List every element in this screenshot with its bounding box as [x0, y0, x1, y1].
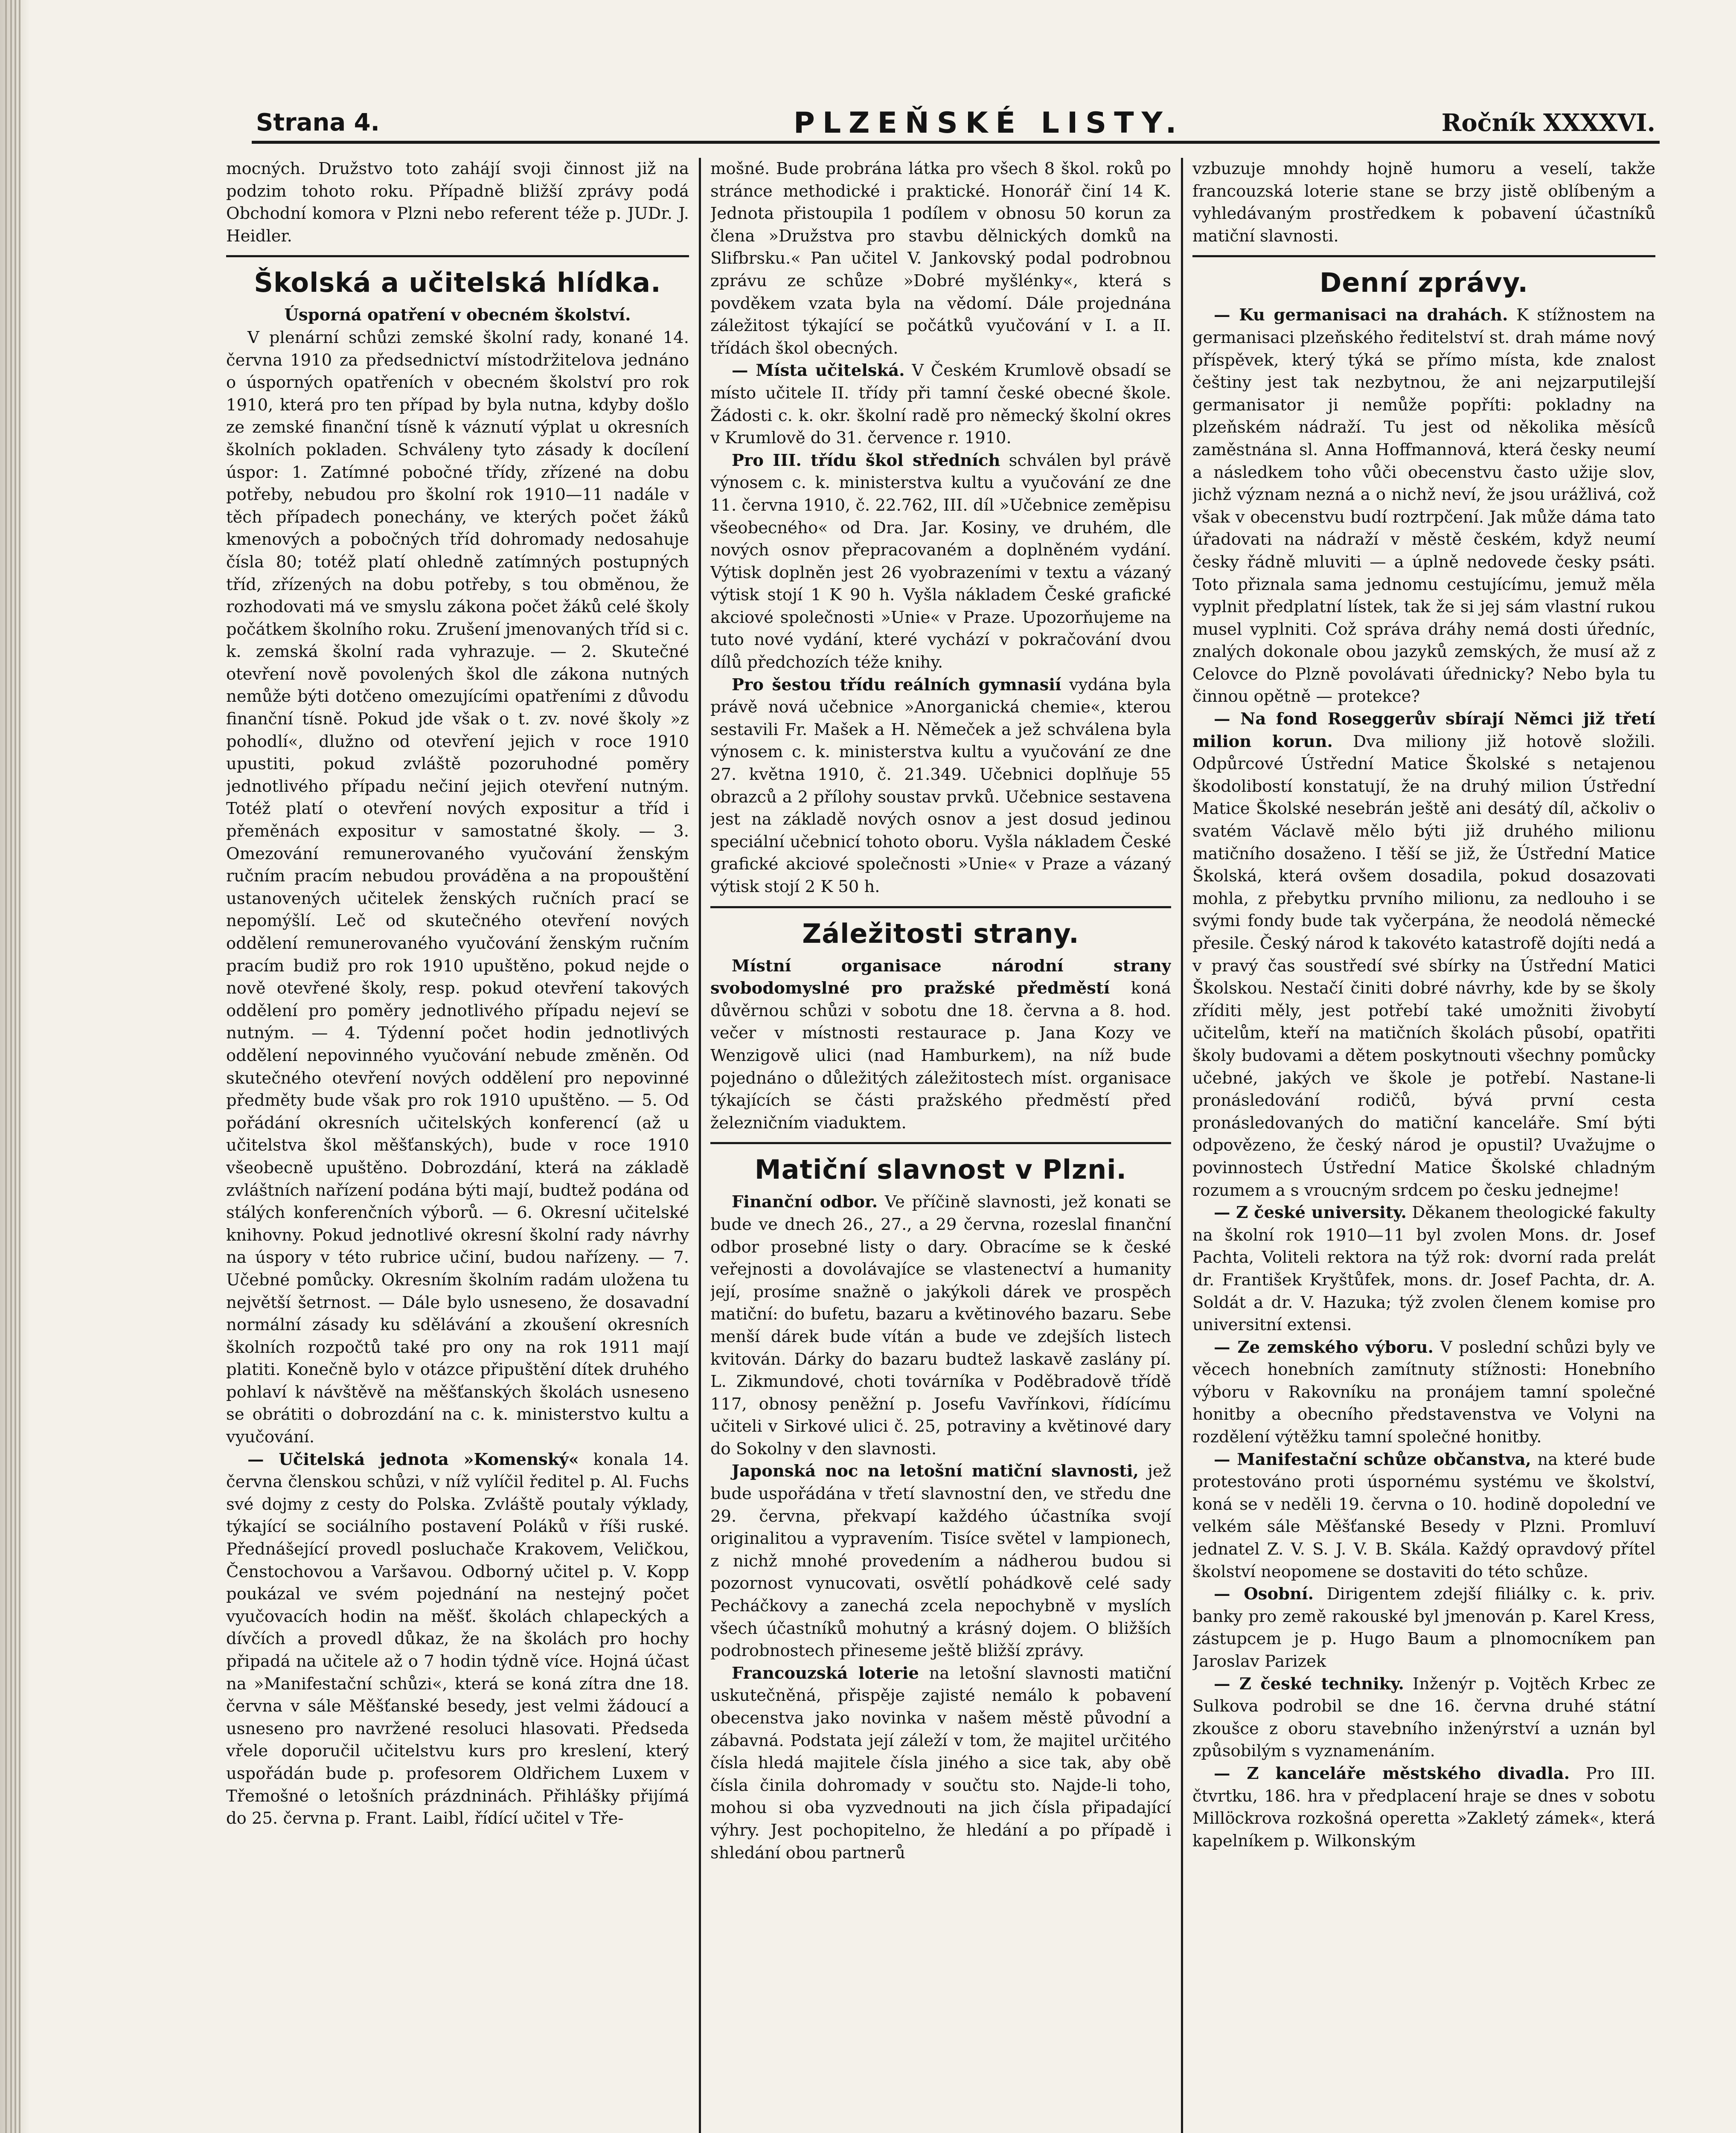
page-number: Strana 4.	[256, 109, 380, 137]
article-paragraph	[1192, 1202, 1655, 1337]
article-lead: — Místa učitelská.	[732, 361, 905, 381]
article-lead: Pro šestou třídu reálních gymnasií	[732, 675, 1061, 695]
article-paragraph	[1192, 1337, 1655, 1449]
article-paragraph	[1192, 1449, 1655, 1584]
article-lead: — Z české university.	[1214, 1203, 1407, 1223]
section-rule	[1192, 255, 1655, 257]
article-continuation: vzbuzuje mnohdy hojně humoru a veselí, takže francouzská loterie stane se brzy jistě oblíbeným a vyhledávaným prostředkem k pobavení účastníků matiční slavnosti.	[1192, 159, 1655, 246]
article-continuation: mocných. Družstvo toto zahájí svoji činnost již na podzim tohoto roku. Případně bližší zprávy podá Obchodní komora v Plzni nebo referent téže p. JUDr. J. Heidler.	[226, 159, 689, 246]
article-lead: — Z české techniky.	[1214, 1674, 1404, 1694]
article-paragraph	[710, 360, 1171, 449]
column-3	[1192, 158, 1655, 2133]
article-body: Dirigentem zdejší filiálky c. k. priv. banky pro země rakouské byl jmenován p. Karel Kress, zástupcem je p. Hugo Baum a plnomocníkem pan Jaroslav Parizek	[1192, 1584, 1655, 1671]
section-rule	[710, 906, 1171, 908]
column-divider	[1181, 158, 1183, 2133]
section-heading-party: Záležitosti strany.	[802, 918, 1079, 949]
page-binding-edge	[0, 0, 30, 2133]
masthead-title: PLZEŇSKÉ LISTY.	[794, 106, 1184, 140]
article-paragraph	[1192, 1583, 1655, 1673]
article-paragraph	[226, 1449, 689, 1830]
column-1	[226, 158, 689, 2133]
article-lead: Francouzská loterie	[732, 1663, 919, 1683]
column-divider	[699, 158, 701, 2133]
article-paragraph	[1192, 304, 1655, 708]
article-lead: — Ze zemského výboru.	[1214, 1337, 1434, 1357]
article-lead: Pro III. třídu škol středních	[732, 450, 1000, 470]
section-rule	[710, 1142, 1171, 1144]
article-lead: Japonská noc na letošní matiční slavnosti,	[732, 1462, 1139, 1481]
article-subheading: Úsporná opatření v obecném školství.	[284, 305, 631, 325]
header-rule	[252, 141, 1660, 144]
article-lead: — Z kanceláře městského divadla.	[1214, 1764, 1570, 1783]
article-paragraph	[710, 955, 1171, 1135]
binding-line	[15, 0, 16, 2133]
article-lead: Finanční odbor.	[732, 1192, 878, 1212]
article-body: jež bude uspořádána v třetí slavnostní den, ve středu dne 29. června, překvapí každého účastníka svojí originalitou a vypravením. Tisíce světel v lampionech, z nichž mnohé provedením a nádherou budou si pozornost vynucovati, osvětlí pohádkově celé sady Pecháčkovy a zanechá zcela nepochybně v myslích všech účastníků mohutný a krásný dojem. O bližších podrobnostech přineseme ještě bližší zprávy.	[710, 1462, 1171, 1661]
article-continuation: mošné. Bude probrána látka pro všech 8 škol. roků po stránce methodické i praktické. Honorář činí 14 K. Jednota přistoupila 1 podílem v obnosu 50 korun za člena »Družstva pro stavbu dělnických domků na Slifbrsku.« Pan učitel V. Jankovský podal podrobnou zprávu ze schůze »Dobré myšlénky«, která s povděkem vzata byla na vědomí. Dále projednána záležitost týkající se počátků vyučování v I. a II. třídách škol obecných.	[710, 159, 1171, 358]
binding-line	[19, 0, 20, 2133]
article-paragraph	[710, 1662, 1171, 1864]
article-body: Dva miliony již hotově složili. Odpůrcové Ústřední Matice Školské s netajenou škodolibostí konstatují, že na druhý milion Ústřední Matice Školské nesebrán ještě ani desátý díl, ačkoliv o svatém Václavě mělo býti již druhého milionu matičního dosaženo. I těší se již, že Ústřední Matice Školská, která ovšem dosadila, pokud dosazovati mohla, z přebytku prvního milionu, za nedlouho i se svými fondy bude tak vyčerpána, že neodolá německé přesile. Český národ k takovéto katastrofě dojíti nedá a v pravý čas soustředí své sbírky na Ústřední Matici Školskou. Nestačí činiti dobré návrhy, kde by se školy zříditi měly, jest potřebí také umožniti živobytí učitelům, kteří na matičních školách působí, opatřiti školy budovami a dětem poskytnouti všechny pomůcky učebné, jakých ve škole je potřebí. Nastane-li pronásledování rodičů, bývá první cesta pronásledovaných do matiční kanceláře. Smí býti odpovězeno, že český národ je opustil? Uvažujme o povinnostech Ústřední Matice Školské chladným rozumem a s vroucným srdcem po česku jednejme!	[1192, 732, 1655, 1200]
section-heading-matice: Matiční slavnost v Plzni.	[754, 1154, 1127, 1186]
article-paragraph	[710, 674, 1171, 898]
section-heading-daily-news: Denní zprávy.	[1319, 267, 1529, 299]
article-body: schválen byl právě výnosem c. k. ministerstva kultu a vyučování ze dne 11. června 1910, č. 22.762, III. díl »Učebnice zeměpisu všeobecného« od Dra. Jar. Kosiny, ve druhém, dle nových osnov přepracovaném a doplněném vydání. Výtisk doplněn jest 26 vyobrazeními v textu a vázaný výtisk stojí 1 K 90 h. Vyšla nákladem České grafické akciové společnosti »Unie« v Praze. Upozorňujeme na tuto nové vydání, které vychází v pokračování dvou dílů předchozích téže knihy.	[710, 450, 1171, 672]
article-paragraph	[1192, 708, 1655, 1202]
article-body: koná důvěrnou schůzi v sobotu dne 18. června a 8. hod. večer v místnosti restaurace p. Jana Kozy ve Wenzigově ulici (nad Hamburkem), na níž bude pojednáno o důležitých záležitostech míst. organisace týkajících se části pražského předměstí před železničním viaduktem.	[710, 979, 1171, 1133]
article-lead: Místní organisace národní strany svobodomyslné pro pražské předměstí	[710, 956, 1171, 998]
article-paragraph	[1192, 1673, 1655, 1763]
article-body: konala 14. června členskou schůzi, v níž vylíčil ředitel p. Al. Fuchs své dojmy z cesty do Polska. Zvláště poutaly výklady, týkající se sociálního postavení Poláků v říši ruské. Přednášející provedl posluchače Krakovem, Veličkou, Čenstochovou a Varšavou. Odborný učitel p. V. Kopp poukázal ve svém pojednání na nestejný počet vyučovacích hodin na měšť. školách chlapeckých a dívčích a provedl důkaz, že na školách pro hochy připadá na učitele až o 7 hodin týdně více. Hojná účast na »Manifestační schůzi«, která se koná zítra dne 18. června v sále Měšťanské besedy, jest velmi žádoucí a usneseno pro navržené resoluci hlasovati. Předseda vřele doporučil učitelstvu kurs pro kreslení, který uspořádán bude p. profesorem Oldřichem Luxem v Třemošné o letošních prázdninách. Přihlášky přijímá do 25. června p. Frant. Laibl, řídící učitel v Tře-	[226, 1450, 689, 1828]
article-body: na které bude protestováno proti úspornému systému ve školství, koná se v neděli 19. června o 10. hodině dopolední ve velkém sále Měšťanské Besedy v Plzni. Promluví jednatel Z. V. S. J. V. B. Skála. Každý opravdový přítel školství neopomene se dostaviti do této schůze.	[1192, 1450, 1655, 1581]
column-2	[710, 158, 1171, 2133]
article-lead: — Osobní.	[1214, 1584, 1314, 1604]
article-body: Inženýr p. Vojtěch Krbec ze Sulkova podrobil se dne 16. června druhé státní zkoušce z oboru stavebního inženýrství a uznán byl způsobilým s vyznamenáním.	[1192, 1674, 1655, 1761]
article-body: Pro III. čtvrtku, 186. hra v předplacení hraje se dnes v sobotu Millöckrova rozkošná operetta »Zakletý zámek«, která kapelníkem p. Wilkonským	[1192, 1764, 1655, 1851]
article-lead: — Manifestační schůze občanstva,	[1214, 1450, 1531, 1469]
article-paragraph	[710, 1191, 1171, 1460]
article-paragraph	[710, 450, 1171, 674]
article-body: K stížnostem na germanisaci plzeňského ředitelství st. drah máme nový příspěvek, který týká se přímo místa, kde znalost češtiny jest tak nezbytnou, že ani nejzarputilejší germanisator ji nemůže popříti: pokladny na plzeňském nádraží. Tu jest od několika měsíců zaměstnána sl. Anna Hoffmannová, která česky neumí a následkem toho vůči obecenstvu často užije slov, jichž význam nezná a o nichž neví, že jsou urážlivá, což však v obecenstvu budí roztrpčení. Jak může dáma tato úřadovati na nádraží v městě českém, když neumí česky řádně mluviti — a úplně nedovede česky psáti. Toto přiznala sama jednomu cestujícímu, jemuž měla vyplnit předplatní lístek, tak že si jej sám vlastní rukou musel vyplniti. Což správa dráhy nemá dosti úředníc, znalých dokonale obou jazyků zemských, že musí až z Celovce do Plzně povolávati úřednicky? Nebo byla tu činnou opětně — protekce?	[1192, 305, 1655, 706]
article-paragraph	[710, 1460, 1171, 1662]
article-body: Děkanem theologické fakulty na školní rok 1910—11 byl zvolen Mons. dr. Josef Pachta, Voliteli rektora na týž rok: dvorní rada prelát dr. František Kryštůfek, mons. dr. Josef Pachta, dr. A. Soldát a dr. V. Hazuka; týž zvolen členem komise pro universitní extensi.	[1192, 1203, 1655, 1335]
binding-line	[10, 0, 12, 2133]
article-body: Ve příčině slavnosti, jež konati se bude ve dnech 26., 27., a 29 června, rozeslal finanční odbor prosebné listy o dary. Obracíme se k české veřejnosti a dovolávajíce se vlastenectví a humanity její, prosíme snažně o jakýkoli dárek ve prospěch matiční: do bufetu, bazaru a květinového bazaru. Sebe menší dárek bude vítán a bude ve zdejších listech kvitován. Dárky do bazaru budtež laskavě zaslány pí. L. Zikmundové, choti továrníka v Poděbradově třídě 117, obnosy peněžní p. Josefu Vavřínkovi, řídícímu učiteli v Sirkové ulici č. 25, potraviny a květinové dary do Sokolny v den slavnosti.	[710, 1192, 1171, 1459]
article-body: vydána byla právě nová učebnice »Anorganická chemie«, kterou sestavili Fr. Mašek a H. Němeček a jež schválena byla výnosem c. k. ministerstva kultu a vyučování ze dne 27. května 1910, č. 21.349. Učebnici doplňuje 55 obrazců a 2 přílohy soustav prvků. Učebnice sestavena jest na základě nových osnov a jest dosud jedinou speciální učebnicí tohoto oboru. Vyšla nákladem České grafické akciové společnosti »Unie« v Praze a vázaný výtisk stojí 2 K 50 h.	[710, 675, 1171, 896]
section-heading-school: Školská a učitelská hlídka.	[254, 267, 661, 299]
article-lead: — Ku germanisaci na drahách.	[1214, 305, 1508, 325]
section-rule	[226, 255, 689, 257]
article-paragraph	[1192, 1763, 1655, 1852]
article-body: na letošní slavnosti matiční uskutečněná, přispěje zajisté nemálo k pobavení obecenstva jako novinka v našem městě původní a zábavná. Podstata její záleží v tom, že majitel určitého čísla hledá majitele čísla jiného a sice tak, aby obě čísla činila dohromady v součtu sto. Najde-li toho, mohou si oba vyzvednouti na jich čísla připadající výhry. Jest pochopitelno, že hledání a po případě i shledání obou partnerů	[710, 1663, 1171, 1863]
article-body: V plenární schůzi zemské školní rady, konané 14. června 1910 za předsednictví místodržitelova jednáno o úsporných opatřeních v obecném školství pro rok 1910, která pro ten případ by byla nutna, kdyby došlo ze zemské finanční tísně k váznutí výplat u okresních školních pokladen. Schváleny tyto zásady k docílení úspor: 1. Zatímné pobočné třídy, zřízené na dobu potřeby, nebudou pro školní rok 1910—11 nadále v těch případech ponechány, ve kterých počet žáků kmenových a pobočných tříd dohromady nedosahuje čísla 80; totéž platí ohledně zatímných postupných tříd, zřízených na dobu potřeby, s tou obměnou, že rozhodovati má ve smyslu zákona počet žáků celé školy počátkem školního roku. Zrušení jmenovaných tříd si c. k. zemská školní rada vyhrazuje. — 2. Skutečné otevření nově povolených škol dle zákona nutných nemůže býti dotčeno omezujícími opatřeními z důvodu finanční tísně. Pokud jde však o t. zv. nové školy »z pohodlí«, dlužno od otevření jejich v roce 1910 upustiti, pokud zvláště pozoruhodné poměry jednotlivého případu nečiní jejich otevření nutným. Totéž platí o otevření nových expositur a tříd i přeměnách expositur v samostatné školy. — 3. Omezování remunerovaného vyučování ženským ručním pracím nebudou prováděna a na propouštění ustanovených učitelek ženských ručních prací se nepomýšlí. Leč od skutečného otevření nových oddělení remunerovaného vyučování ženským ručním pracím budiž pro rok 1910 upuštěno, pokud nejde o nově otevřené školy, resp. pokud otevření takových oddělení pro poměry jednotlivého případu nejeví se nutným. — 4. Týdenní počet hodin jednotlivých oddělení nepovinného vyučování nebude změněn. Od skutečného otevření nových oddělení pro nepovinné předměty bude však pro rok 1910 upuštěno. — 5. Od pořádání okresních učitelských konferencí (až u učitelstva škol měšťanských), bude v roce 1910 všeobecně upuštěno. Dobrozdání, která na základě zvláštních nařízení podána býti mají, budtež podána od stálých konferenčních výborů. — 6. Okresní učitelské knihovny. Pokud jednotlivé okresní školní rady návrhy na úspory v této rubrice učiní, budou nařízeny. — 7. Učebné pomůcky. Okresním školním radám uložena tu největší šetrnost. — Dále bylo usneseno, že dosavadní normální zásady ku sdělávání a zkoušení okresních školních rozpočtů také pro ony na rok 1911 mají platiti. Konečně bylo v otázce připuštění dítek druhého pohlaví k návštěvě na měšťanských školách usneseno se obrátiti o dobrozdání na c. k. ministerstvo kultu a vyučování.	[226, 328, 689, 1447]
article-lead: — Na fond Roseggerův sbírají Němci již třetí milion korun.	[1192, 709, 1655, 751]
volume-label: Ročník XXXXVI.	[1441, 109, 1655, 137]
article-body: V Českém Krumlově obsadí se místo učitele II. třídy při tamní české obecné škole. Žádosti c. k. okr. školní radě pro německý školní okres v Krumlově do 31. července r. 1910.	[710, 361, 1171, 448]
article-body: V poslední schůzi byly ve věcech honebních zamítnuty stížnosti: Honebního výboru v Rakovníku na pronájem tamní společné honitby a obecního představenstva ve Volyni na rozdělení výtěžku tamní společné honitby.	[1192, 1337, 1655, 1447]
article-lead: — Učitelská jednota »Komenský«	[247, 1450, 579, 1469]
binding-line	[5, 0, 7, 2133]
